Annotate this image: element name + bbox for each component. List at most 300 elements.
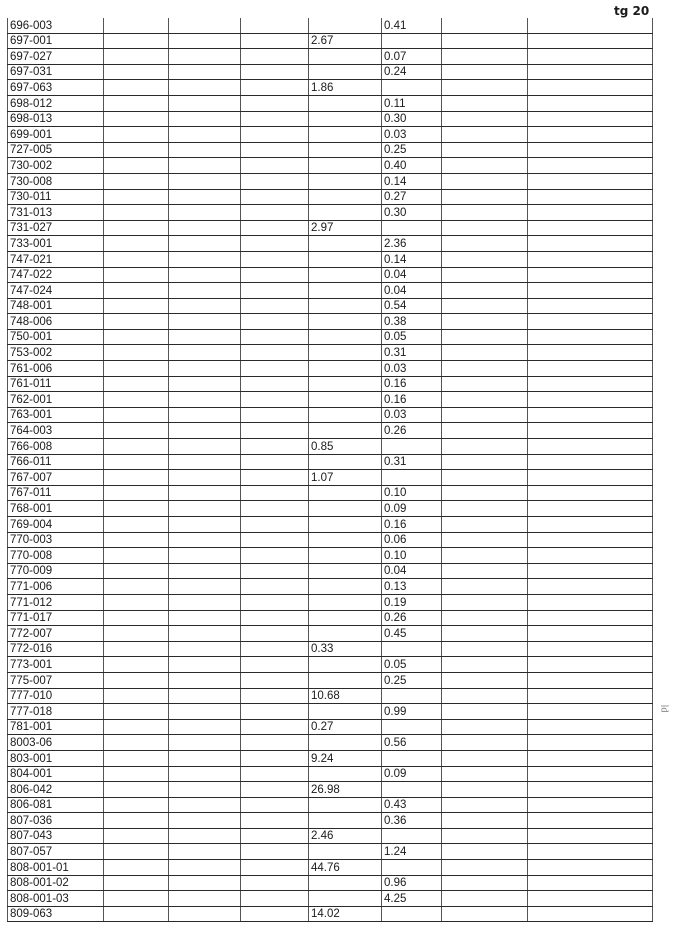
blank-cell — [442, 18, 528, 33]
blank-cell — [169, 95, 241, 111]
amount-cell: 14.02 — [309, 906, 382, 922]
blank-cell — [104, 49, 169, 65]
blank-cell — [528, 891, 653, 907]
item-code-cell: 803-001 — [8, 750, 104, 766]
blank-cell — [104, 407, 169, 423]
blank-cell — [241, 283, 309, 299]
blank-cell — [442, 298, 528, 314]
blank-cell — [169, 173, 241, 189]
item-code-cell: 730-011 — [8, 189, 104, 205]
blank-cell — [104, 283, 169, 299]
blank-cell — [104, 688, 169, 704]
table-row — [8, 782, 653, 798]
amount-cell — [309, 454, 382, 470]
blank-cell — [241, 18, 309, 33]
amount-cell — [309, 298, 382, 314]
item-code-cell: 747-024 — [8, 283, 104, 299]
table-row — [8, 891, 653, 907]
fraction-cell: 0.03 — [382, 407, 442, 423]
fraction-cell: 0.41 — [382, 18, 442, 33]
blank-cell — [528, 64, 653, 80]
blank-cell — [442, 641, 528, 657]
blank-cell — [169, 875, 241, 891]
blank-cell — [442, 236, 528, 252]
blank-cell — [104, 345, 169, 361]
fraction-cell: 0.19 — [382, 594, 442, 610]
blank-cell — [104, 501, 169, 517]
fraction-cell — [382, 220, 442, 236]
fraction-cell: 0.54 — [382, 298, 442, 314]
blank-cell — [442, 392, 528, 408]
item-code-cell: 748-006 — [8, 314, 104, 330]
blank-cell — [169, 641, 241, 657]
blank-cell — [241, 548, 309, 564]
blank-cell — [528, 345, 653, 361]
table-row — [8, 423, 653, 439]
fraction-cell: 0.36 — [382, 813, 442, 829]
amount-cell: 44.76 — [309, 860, 382, 876]
item-code-cell: 727-005 — [8, 142, 104, 158]
table-row — [8, 407, 653, 423]
table-row — [8, 766, 653, 782]
blank-cell — [442, 111, 528, 127]
table-row — [8, 220, 653, 236]
fraction-cell: 0.06 — [382, 532, 442, 548]
blank-cell — [528, 532, 653, 548]
blank-cell — [169, 158, 241, 174]
blank-cell — [169, 205, 241, 221]
blank-cell — [442, 719, 528, 735]
fraction-cell: 1.24 — [382, 844, 442, 860]
table-row — [8, 173, 653, 189]
table-row — [8, 189, 653, 205]
item-code-cell: 733-001 — [8, 236, 104, 252]
blank-cell — [528, 392, 653, 408]
blank-cell — [169, 142, 241, 158]
item-code-cell: 808-001-01 — [8, 860, 104, 876]
blank-cell — [169, 501, 241, 517]
blank-cell — [442, 267, 528, 283]
blank-cell — [104, 813, 169, 829]
item-code-cell: 770-008 — [8, 548, 104, 564]
amount-cell — [309, 314, 382, 330]
item-code-cell: 808-001-02 — [8, 875, 104, 891]
blank-cell — [528, 236, 653, 252]
blank-cell — [241, 860, 309, 876]
table-row — [8, 688, 653, 704]
item-code-cell: 698-012 — [8, 95, 104, 111]
amount-cell: 26.98 — [309, 782, 382, 798]
blank-cell — [241, 142, 309, 158]
amount-cell — [309, 610, 382, 626]
item-code-cell: 807-036 — [8, 813, 104, 829]
blank-cell — [169, 18, 241, 33]
blank-cell — [104, 173, 169, 189]
fraction-cell: 0.30 — [382, 111, 442, 127]
table-row — [8, 49, 653, 65]
blank-cell — [169, 454, 241, 470]
table-row — [8, 875, 653, 891]
blank-cell — [528, 158, 653, 174]
fraction-cell — [382, 470, 442, 486]
blank-cell — [169, 657, 241, 673]
item-code-cell: 771-017 — [8, 610, 104, 626]
item-code-cell: 731-013 — [8, 205, 104, 221]
fraction-cell: 0.99 — [382, 704, 442, 720]
blank-cell — [104, 797, 169, 813]
blank-cell — [169, 64, 241, 80]
table-row — [8, 735, 653, 751]
fraction-cell: 0.09 — [382, 766, 442, 782]
blank-cell — [169, 548, 241, 564]
fraction-cell — [382, 782, 442, 798]
blank-cell — [104, 361, 169, 377]
blank-cell — [442, 501, 528, 517]
item-code-cell: 807-057 — [8, 844, 104, 860]
blank-cell — [241, 33, 309, 49]
blank-cell — [104, 906, 169, 922]
blank-cell — [104, 485, 169, 501]
item-code-cell: 772-016 — [8, 641, 104, 657]
table-row — [8, 33, 653, 49]
amount-cell — [309, 361, 382, 377]
blank-cell — [528, 594, 653, 610]
blank-cell — [528, 95, 653, 111]
fraction-cell: 0.04 — [382, 283, 442, 299]
margin-mark: ld — [658, 704, 670, 713]
blank-cell — [528, 750, 653, 766]
table-row — [8, 376, 653, 392]
blank-cell — [528, 828, 653, 844]
blank-cell — [442, 813, 528, 829]
blank-cell — [442, 95, 528, 111]
blank-cell — [104, 298, 169, 314]
blank-cell — [169, 844, 241, 860]
amount-cell — [309, 579, 382, 595]
table-row — [8, 314, 653, 330]
blank-cell — [241, 189, 309, 205]
fraction-cell: 0.09 — [382, 501, 442, 517]
blank-cell — [241, 158, 309, 174]
blank-cell — [442, 173, 528, 189]
fraction-cell: 0.56 — [382, 735, 442, 751]
blank-cell — [442, 439, 528, 455]
blank-cell — [169, 719, 241, 735]
amount-cell — [309, 548, 382, 564]
blank-cell — [442, 485, 528, 501]
blank-cell — [169, 251, 241, 267]
blank-cell — [442, 766, 528, 782]
blank-cell — [528, 501, 653, 517]
fraction-cell: 0.04 — [382, 563, 442, 579]
blank-cell — [169, 298, 241, 314]
blank-cell — [528, 33, 653, 49]
fraction-cell: 0.16 — [382, 376, 442, 392]
amount-cell — [309, 283, 382, 299]
blank-cell — [104, 64, 169, 80]
blank-cell — [241, 329, 309, 345]
blank-cell — [104, 18, 169, 33]
blank-cell — [528, 704, 653, 720]
blank-cell — [241, 423, 309, 439]
table-row — [8, 704, 653, 720]
blank-cell — [241, 688, 309, 704]
item-code-cell: 730-002 — [8, 158, 104, 174]
table-row — [8, 532, 653, 548]
blank-cell — [442, 205, 528, 221]
table-row — [8, 127, 653, 143]
amount-cell — [309, 501, 382, 517]
blank-cell — [528, 220, 653, 236]
blank-cell — [104, 719, 169, 735]
fraction-cell: 0.14 — [382, 173, 442, 189]
amount-cell — [309, 111, 382, 127]
blank-cell — [104, 875, 169, 891]
blank-cell — [104, 704, 169, 720]
blank-cell — [241, 517, 309, 533]
item-code-cell: 762-001 — [8, 392, 104, 408]
blank-cell — [528, 548, 653, 564]
blank-cell — [104, 127, 169, 143]
blank-cell — [104, 392, 169, 408]
table-row — [8, 860, 653, 876]
blank-cell — [528, 844, 653, 860]
blank-cell — [241, 407, 309, 423]
blank-cell — [528, 361, 653, 377]
table-row — [8, 641, 653, 657]
blank-cell — [528, 49, 653, 65]
blank-cell — [528, 719, 653, 735]
blank-cell — [528, 517, 653, 533]
amount-cell — [309, 672, 382, 688]
item-code-cell: 808-001-03 — [8, 891, 104, 907]
blank-cell — [169, 49, 241, 65]
amount-cell — [309, 205, 382, 221]
fraction-cell: 0.14 — [382, 251, 442, 267]
blank-cell — [104, 657, 169, 673]
blank-cell — [528, 657, 653, 673]
fraction-cell — [382, 33, 442, 49]
amount-cell — [309, 329, 382, 345]
item-code-cell: 806-081 — [8, 797, 104, 813]
blank-cell — [442, 688, 528, 704]
fraction-cell: 0.03 — [382, 127, 442, 143]
blank-cell — [442, 283, 528, 299]
fraction-cell: 0.11 — [382, 95, 442, 111]
blank-cell — [442, 376, 528, 392]
table-row — [8, 657, 653, 673]
blank-cell — [528, 454, 653, 470]
item-code-cell: 766-011 — [8, 454, 104, 470]
amount-cell — [309, 173, 382, 189]
item-code-cell: 699-001 — [8, 127, 104, 143]
table-row — [8, 236, 653, 252]
item-code-cell: 747-022 — [8, 267, 104, 283]
fraction-cell: 0.27 — [382, 189, 442, 205]
blank-cell — [104, 158, 169, 174]
amount-cell — [309, 594, 382, 610]
blank-cell — [528, 735, 653, 751]
blank-cell — [241, 236, 309, 252]
amount-cell — [309, 563, 382, 579]
fraction-cell: 0.30 — [382, 205, 442, 221]
blank-cell — [442, 672, 528, 688]
blank-cell — [241, 392, 309, 408]
blank-cell — [169, 828, 241, 844]
blank-cell — [528, 860, 653, 876]
table-row — [8, 454, 653, 470]
blank-cell — [104, 594, 169, 610]
amount-cell — [309, 49, 382, 65]
fraction-cell: 0.07 — [382, 49, 442, 65]
fraction-cell: 0.43 — [382, 797, 442, 813]
blank-cell — [104, 735, 169, 751]
item-code-cell: 698-013 — [8, 111, 104, 127]
table-row — [8, 142, 653, 158]
fraction-cell: 0.40 — [382, 158, 442, 174]
item-code-cell: 781-001 — [8, 719, 104, 735]
blank-cell — [241, 579, 309, 595]
amount-cell — [309, 127, 382, 143]
blank-cell — [169, 111, 241, 127]
fraction-cell: 0.05 — [382, 329, 442, 345]
blank-cell — [169, 532, 241, 548]
blank-cell — [528, 766, 653, 782]
table-row — [8, 470, 653, 486]
fraction-cell: 0.16 — [382, 392, 442, 408]
amount-cell — [309, 251, 382, 267]
blank-cell — [104, 828, 169, 844]
item-code-cell: 731-027 — [8, 220, 104, 236]
blank-cell — [528, 423, 653, 439]
blank-cell — [241, 641, 309, 657]
amount-cell: 0.27 — [309, 719, 382, 735]
blank-cell — [169, 766, 241, 782]
blank-cell — [169, 782, 241, 798]
table-row — [8, 111, 653, 127]
blank-cell — [442, 361, 528, 377]
amount-cell — [309, 423, 382, 439]
blank-cell — [442, 33, 528, 49]
item-code-cell: 766-008 — [8, 439, 104, 455]
blank-cell — [104, 860, 169, 876]
blank-cell — [241, 80, 309, 96]
blank-cell — [241, 844, 309, 860]
table-row — [8, 579, 653, 595]
amount-cell: 2.97 — [309, 220, 382, 236]
blank-cell — [241, 64, 309, 80]
item-code-cell: 8003-06 — [8, 735, 104, 751]
blank-cell — [528, 485, 653, 501]
item-code-cell: 775-007 — [8, 672, 104, 688]
blank-cell — [528, 329, 653, 345]
table-row — [8, 501, 653, 517]
blank-cell — [104, 111, 169, 127]
blank-cell — [241, 610, 309, 626]
item-code-cell: 697-063 — [8, 80, 104, 96]
blank-cell — [528, 251, 653, 267]
blank-cell — [241, 626, 309, 642]
amount-cell — [309, 517, 382, 533]
blank-cell — [442, 657, 528, 673]
item-code-cell: 773-001 — [8, 657, 104, 673]
blank-cell — [169, 610, 241, 626]
blank-cell — [169, 688, 241, 704]
amount-cell: 1.07 — [309, 470, 382, 486]
fraction-cell — [382, 719, 442, 735]
amount-cell — [309, 236, 382, 252]
blank-cell — [442, 454, 528, 470]
blank-cell — [169, 704, 241, 720]
blank-cell — [442, 891, 528, 907]
blank-cell — [528, 80, 653, 96]
blank-cell — [442, 875, 528, 891]
blank-cell — [241, 220, 309, 236]
blank-cell — [241, 205, 309, 221]
blank-cell — [241, 49, 309, 65]
blank-cell — [241, 704, 309, 720]
blank-cell — [104, 80, 169, 96]
amount-cell: 10.68 — [309, 688, 382, 704]
blank-cell — [442, 828, 528, 844]
blank-cell — [528, 439, 653, 455]
blank-cell — [442, 49, 528, 65]
blank-cell — [528, 672, 653, 688]
table-row — [8, 205, 653, 221]
blank-cell — [169, 361, 241, 377]
blank-cell — [169, 750, 241, 766]
blank-cell — [528, 407, 653, 423]
blank-cell — [104, 517, 169, 533]
blank-cell — [241, 361, 309, 377]
fraction-cell — [382, 906, 442, 922]
blank-cell — [528, 18, 653, 33]
amount-cell — [309, 797, 382, 813]
table-row — [8, 813, 653, 829]
table-row — [8, 719, 653, 735]
blank-cell — [104, 251, 169, 267]
blank-cell — [169, 563, 241, 579]
blank-cell — [104, 267, 169, 283]
blank-cell — [169, 423, 241, 439]
item-code-cell: 769-004 — [8, 517, 104, 533]
table-row — [8, 548, 653, 564]
blank-cell — [169, 860, 241, 876]
blank-cell — [241, 719, 309, 735]
blank-cell — [104, 891, 169, 907]
fraction-cell: 0.04 — [382, 267, 442, 283]
blank-cell — [241, 485, 309, 501]
table-row — [8, 64, 653, 80]
ledger-table — [7, 18, 653, 922]
table-row — [8, 267, 653, 283]
blank-cell — [442, 844, 528, 860]
blank-cell — [442, 158, 528, 174]
amount-cell — [309, 95, 382, 111]
fraction-cell — [382, 80, 442, 96]
blank-cell — [169, 283, 241, 299]
blank-cell — [528, 813, 653, 829]
blank-cell — [442, 906, 528, 922]
blank-cell — [442, 423, 528, 439]
blank-cell — [169, 470, 241, 486]
blank-cell — [241, 314, 309, 330]
item-code-cell: 804-001 — [8, 766, 104, 782]
blank-cell — [104, 563, 169, 579]
blank-cell — [442, 329, 528, 345]
blank-cell — [104, 376, 169, 392]
item-code-cell: 807-043 — [8, 828, 104, 844]
